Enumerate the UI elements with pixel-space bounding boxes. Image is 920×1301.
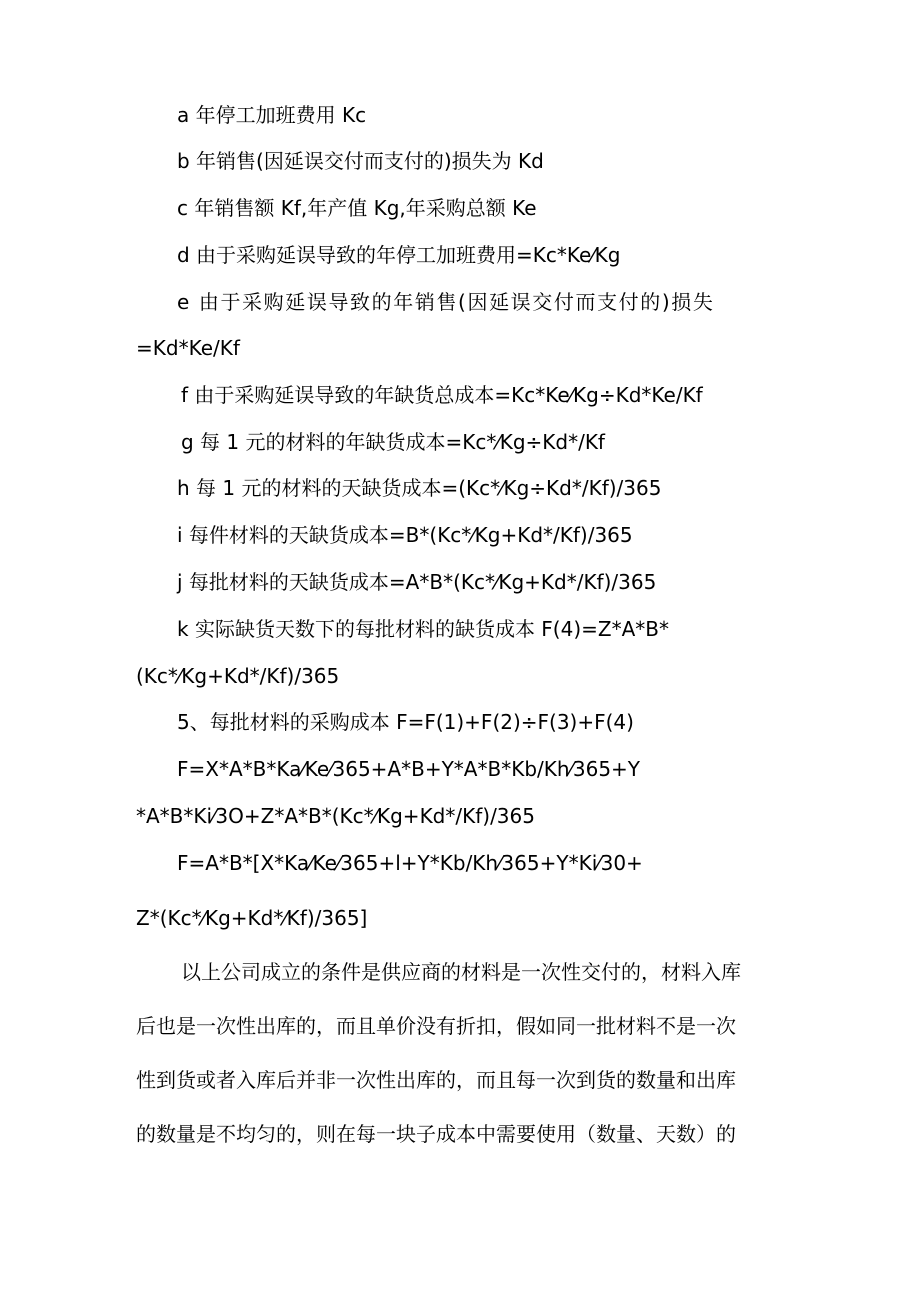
text-line-5: 5、每批材料的采购成本 F=F(1)+F(2)÷F(3)+F(4) — [177, 710, 634, 734]
text-line-e: e 由于采购延误导致的年销售(因延误交付而支付的)损失 — [177, 290, 715, 314]
text-line-h: h 每 1 元的材料的天缺货成本=(Kc*⁄Kg÷Kd*/Kf)/365 — [177, 476, 662, 500]
formula-line-2: F=A*B*[X*Ka⁄Ke⁄365+l+Y*Kb/Kh⁄365+Y*Ki⁄30+ — [177, 851, 643, 875]
formula-line-1-cont: *A*B*Ki⁄3O+Z*A*B*(Kc*⁄Kg+Kd*/Kf)/365 — [136, 804, 535, 828]
paragraph-line-3: 性到货或者入库后并非一次性出库的，而且每一次到货的数量和出库 — [136, 1068, 736, 1092]
paragraph-line-1: 以上公司成立的条件是供应商的材料是一次性交付的，材料入库 — [181, 960, 741, 984]
text-line-a: a 年停工加班费用 Kc — [177, 103, 367, 127]
text-line-d: d 由于采购延误导致的年停工加班费用=Kc*Ke⁄Kg — [177, 243, 621, 267]
formula-line-1: F=X*A*B*Ka⁄Ke⁄365+A*B+Y*A*B*Kb/Kh⁄365+Y — [177, 757, 641, 781]
text-line-j: j 每批材料的天缺货成本=A*B*(Kc*⁄Kg+Kd*/Kf)/365 — [177, 570, 657, 594]
text-line-c: c 年销售额 Kf,年产值 Kg,年采购总额 Ke — [177, 196, 537, 220]
text-line-i: i 每件材料的天缺货成本=B*(Kc*⁄Kg+Kd*/Kf)/365 — [177, 523, 633, 547]
formula-line-2-cont: Z*(Kc*⁄Kg+Kd*⁄Kf)/365] — [136, 906, 368, 930]
paragraph-line-2: 后也是一次性出库的，而且单价没有折扣，假如同一批材料不是一次 — [136, 1014, 736, 1038]
text-line-e-cont: =Kd*Ke/Kf — [136, 336, 240, 360]
text-line-g: g 每 1 元的材料的年缺货成本=Kc*⁄Kg÷Kd*/Kf — [181, 430, 605, 454]
paragraph-line-4: 的数量是不均匀的，则在每一块子成本中需要使用（数量、天数）的 — [136, 1122, 736, 1146]
text-line-k-cont: (Kc*⁄Kg+Kd*/Kf)/365 — [136, 664, 340, 688]
text-line-f: f 由于采购延误导致的年缺货总成本=Kc*Ke⁄Kg÷Kd*Ke/Kf — [181, 383, 703, 407]
text-line-b: b 年销售(因延误交付而支付的)损失为 Kd — [177, 149, 544, 173]
text-line-k: k 实际缺货天数下的每批材料的缺货成本 F(4)=Z*A*B* — [177, 617, 669, 641]
